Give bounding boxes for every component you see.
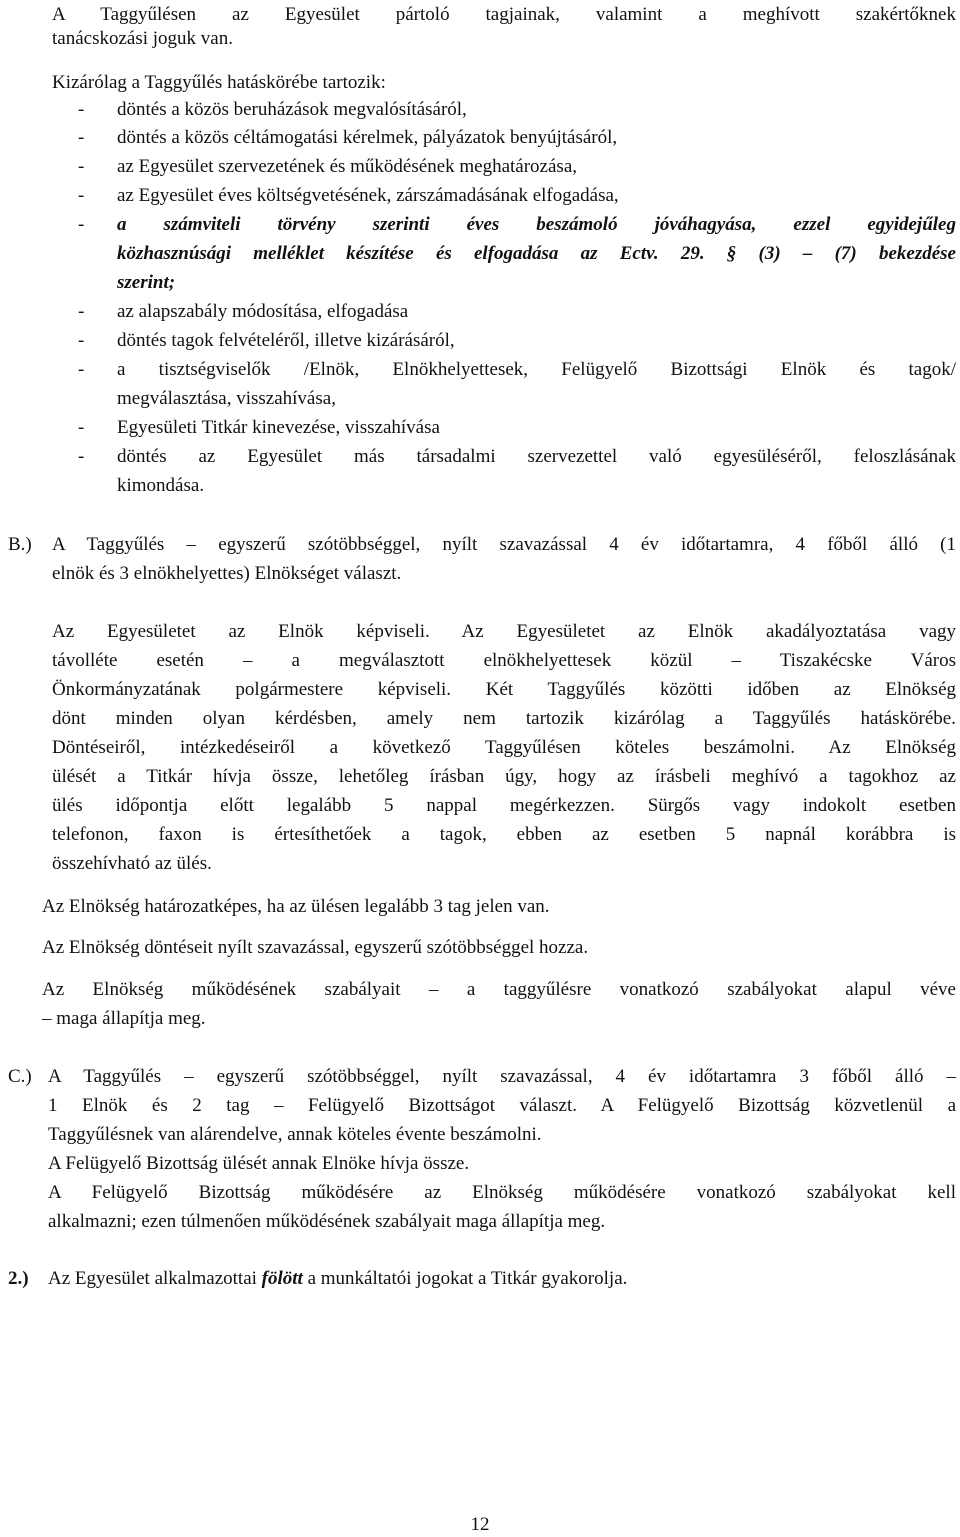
section-b-marker: B.) bbox=[8, 534, 32, 555]
page-number: 12 bbox=[470, 1514, 490, 1535]
list-dash: - bbox=[78, 359, 85, 380]
intro-line-1: A Taggyűlésen az Egyesület pártoló tagjainak, valamint a meghívott szakértőknek bbox=[52, 4, 956, 25]
list-dash: - bbox=[78, 99, 85, 120]
section-2-marker: 2.) bbox=[8, 1268, 29, 1289]
list-item-text: döntés a közös beruházások megvalósításáról, bbox=[117, 99, 467, 120]
list-item-text: Egyesületi Titkár kinevezése, visszahívása bbox=[117, 417, 440, 438]
list-item-text: döntés tagok felvételéről, illetve kizárásáról, bbox=[117, 330, 455, 351]
section-b-line-1: A Taggyűlés – egyszerű szótöbbséggel, nyílt szavazással 4 év időtartamra, 4 főből álló (1 bbox=[52, 534, 956, 555]
para-line: Döntéseiről, intézkedéseiről a következő Taggyűlésen köteles beszámolni. Az Elnökség bbox=[52, 737, 956, 758]
para-line: távolléte esetén – a megválasztott elnökhelyettesek közül – Tiszakécske Város bbox=[52, 650, 956, 671]
bold-item-line-1: a számviteli törvény szerinti éves beszámoló jóváhagyása, ezzel egyidejűleg bbox=[117, 214, 956, 235]
para-line: ülését a Titkár hívja össze, lehetőleg írásban úgy, hogy az írásbeli meghívó a tagokhoz az bbox=[52, 766, 956, 787]
section-c-marker: C.) bbox=[8, 1066, 32, 1087]
list-item-text: az Egyesület éves költségvetésének, zárszámadásának elfogadása, bbox=[117, 185, 619, 206]
list-item-text: az Egyesület szervezetének és működésének meghatározása, bbox=[117, 156, 577, 177]
list-dash: - bbox=[78, 127, 85, 148]
list-dash: - bbox=[78, 330, 85, 351]
para-line: dönt minden olyan kérdésben, amely nem tartozik kizárólag a Taggyűlés hatáskörébe. bbox=[52, 708, 956, 729]
section-c-line: Taggyűlésnek van alárendelve, annak köteles évente beszámolni. bbox=[48, 1124, 542, 1145]
list-dash: - bbox=[78, 156, 85, 177]
section-2-text bbox=[48, 1267, 627, 1291]
para-line: összehívható az ülés. bbox=[52, 853, 212, 874]
section-2-text-after: a munkáltatói jogokat a Titkár gyakorolja. bbox=[302, 1268, 628, 1289]
merge-line-2: kimondása. bbox=[117, 475, 205, 496]
section-c-convene: A Felügyelő Bizottság ülését annak Elnöke hívja össze. bbox=[48, 1153, 470, 1174]
list-dash: - bbox=[78, 417, 85, 438]
rules-line-1: Az Elnökség működésének szabályait – a taggyűlésre vonatkozó szabályokat alapul véve bbox=[42, 979, 956, 1000]
para-line: ülés időpontja előtt legalább 5 nappal megérkezzen. Sürgős vagy indokolt esetben bbox=[52, 795, 956, 816]
list-item-text: az alapszabály módosítása, elfogadása bbox=[117, 301, 409, 322]
rules-line-2: – maga állapítja meg. bbox=[42, 1008, 206, 1029]
list-dash: - bbox=[78, 214, 85, 235]
quorum-text: Az Elnökség határozatképes, ha az ülésen legalább 3 tag jelen van. bbox=[42, 896, 550, 917]
list-dash: - bbox=[78, 446, 85, 467]
list-dash: - bbox=[78, 301, 85, 322]
list-dash: - bbox=[78, 185, 85, 206]
para-line: Az Egyesületet az Elnök képviseli. Az Egyesületet az Elnök akadályoztatása vagy bbox=[52, 621, 956, 642]
section-2-emphasis: fölött bbox=[261, 1268, 303, 1289]
bold-item-line-2: közhasznúsági melléklet készítése és elfogadása az Ectv. 29. § (3) – (7) bekezdése bbox=[117, 243, 956, 264]
exclusive-heading: Kizárólag a Taggyűlés hatáskörébe tartozik: bbox=[52, 72, 386, 93]
para-line: Önkormányzatának polgármestere képviseli. Két Taggyűlés közötti időben az Elnökség bbox=[52, 679, 956, 700]
officers-line-1: a tisztségviselők /Elnök, Elnökhelyettesek, Felügyelő Bizottsági Elnök és tagok/ bbox=[117, 359, 956, 380]
intro-line-2: tanácskozási joguk van. bbox=[52, 28, 233, 49]
decisions-text: Az Elnökség döntéseit nyílt szavazással, egyszerű szótöbbséggel hozza. bbox=[42, 937, 589, 958]
bold-item-line-3: szerint; bbox=[117, 272, 176, 293]
officers-line-2: megválasztása, visszahívása, bbox=[117, 388, 336, 409]
section-c-line: 1 Elnök és 2 tag – Felügyelő Bizottságot választ. A Felügyelő Bizottság közvetlenül a bbox=[48, 1095, 956, 1116]
list-item-text: döntés a közös céltámogatási kérelmek, pályázatok benyújtásáról, bbox=[117, 127, 618, 148]
section-c-line: A Taggyűlés – egyszerű szótöbbséggel, nyílt szavazással, 4 év időtartamra 3 főből álló – bbox=[48, 1066, 956, 1087]
para-line: telefonon, faxon is értesíthetőek a tagok, ebben az esetben 5 napnál korábbra is bbox=[52, 824, 956, 845]
section-c-ops-line-2: alkalmazni; ezen túlmenően működésének szabályait maga állapítja meg. bbox=[48, 1211, 606, 1232]
merge-line-1: döntés az Egyesület más társadalmi szervezettel való egyesüléséről, feloszlásának bbox=[117, 446, 956, 467]
section-c-ops-line-1: A Felügyelő Bizottság működésére az Elnökség működésére vonatkozó szabályokat kell bbox=[48, 1182, 956, 1203]
section-b-line-2: elnök és 3 elnökhelyettes) Elnökséget választ. bbox=[52, 563, 402, 584]
section-2-text-before: Az Egyesület alkalmazottai bbox=[48, 1268, 262, 1289]
